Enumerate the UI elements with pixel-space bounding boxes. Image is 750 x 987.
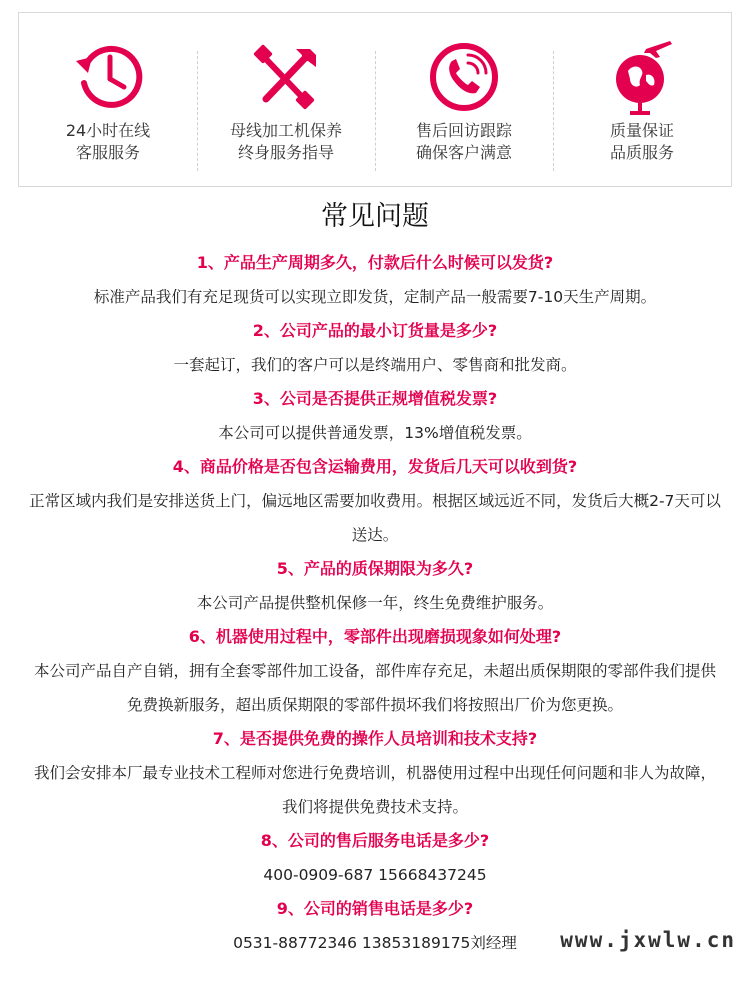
feature-line-1: 24小时在线 [65,121,151,140]
feature-maintenance [197,13,375,186]
faq-question: 3、公司是否提供正规增值税发票? [252,389,498,408]
tools-icon [244,35,328,119]
phone-icon [422,35,506,119]
clock-icon [66,35,150,119]
feature-line-2: 品质服务 [609,143,674,162]
globe-plane-icon [600,35,684,119]
feature-line-2: 客服服务 [75,143,140,162]
feature-line-1: 质量保证 [609,121,674,140]
faq-answer: 本公司产品提供整机保修一年，终生免费维护服务。 [196,594,554,612]
feature-aftersales-followup [375,13,553,186]
faq-question: 5、产品的质保期限为多久? [276,559,474,578]
feature-line-2: 终身服务指导 [237,143,334,162]
faq-question: 8、公司的售后服务电话是多少? [260,831,490,850]
feature-line-1: 母线加工机保养 [229,121,342,140]
feature-24h-service [19,13,197,186]
faq-answer: 400-0909-687 15668437245 [263,866,487,884]
faq-question: 2、公司产品的最小订货量是多少? [252,321,498,340]
feature-line-2: 确保客户满意 [415,143,512,162]
faq-question: 1、产品生产周期多久，付款后什么时候可以发货? [196,253,554,272]
faq-answer: 标准产品我们有充足现货可以实现立即发货，定制产品一般需要7-10天生产周期。 [93,288,657,306]
site-watermark: www.jxwlw.cn [560,928,736,952]
service-features [18,12,732,187]
faq-answer: 一套起订，我们的客户可以是终端用户、零售商和批发商。 [173,356,577,374]
faq-answer: 0531-88772346 13853189175刘经理 [233,934,517,952]
feature-quality [553,13,731,186]
faq-title: 常见问题 [321,201,429,232]
faq-answer: 本公司产品自产自销，拥有全套零部件加工设备，部件库存充足，未超出质保期限的零部件我们提供免费换新服务，超出质保期限的零部件损坏我们将按照出厂价为您更换。 [33,662,716,714]
faq-question: 7、是否提供免费的操作人员培训和技术支持? [212,729,538,748]
faq-answer: 正常区域内我们是安排送货上门，偏远地区需要加收费用。根据区域远近不同，发货后大概2-7天可以送达。 [29,492,721,544]
feature-line-1: 售后回访跟踪 [415,121,512,140]
faq-question: 9、公司的销售电话是多少? [276,899,474,918]
faq-list [0,246,750,960]
faq-answer: 本公司可以提供普通发票，13%增值税发票。 [218,424,532,442]
faq-question: 6、机器使用过程中，零部件出现磨损现象如何处理? [188,627,562,646]
faq-answer: 我们会安排本厂最专业技术工程师对您进行免费培训，机器使用过程中出现任何问题和非人为故障，我们将提供免费技术支持。 [33,764,716,816]
faq-question: 4、商品价格是否包含运输费用，发货后几天可以收到货? [172,457,578,476]
